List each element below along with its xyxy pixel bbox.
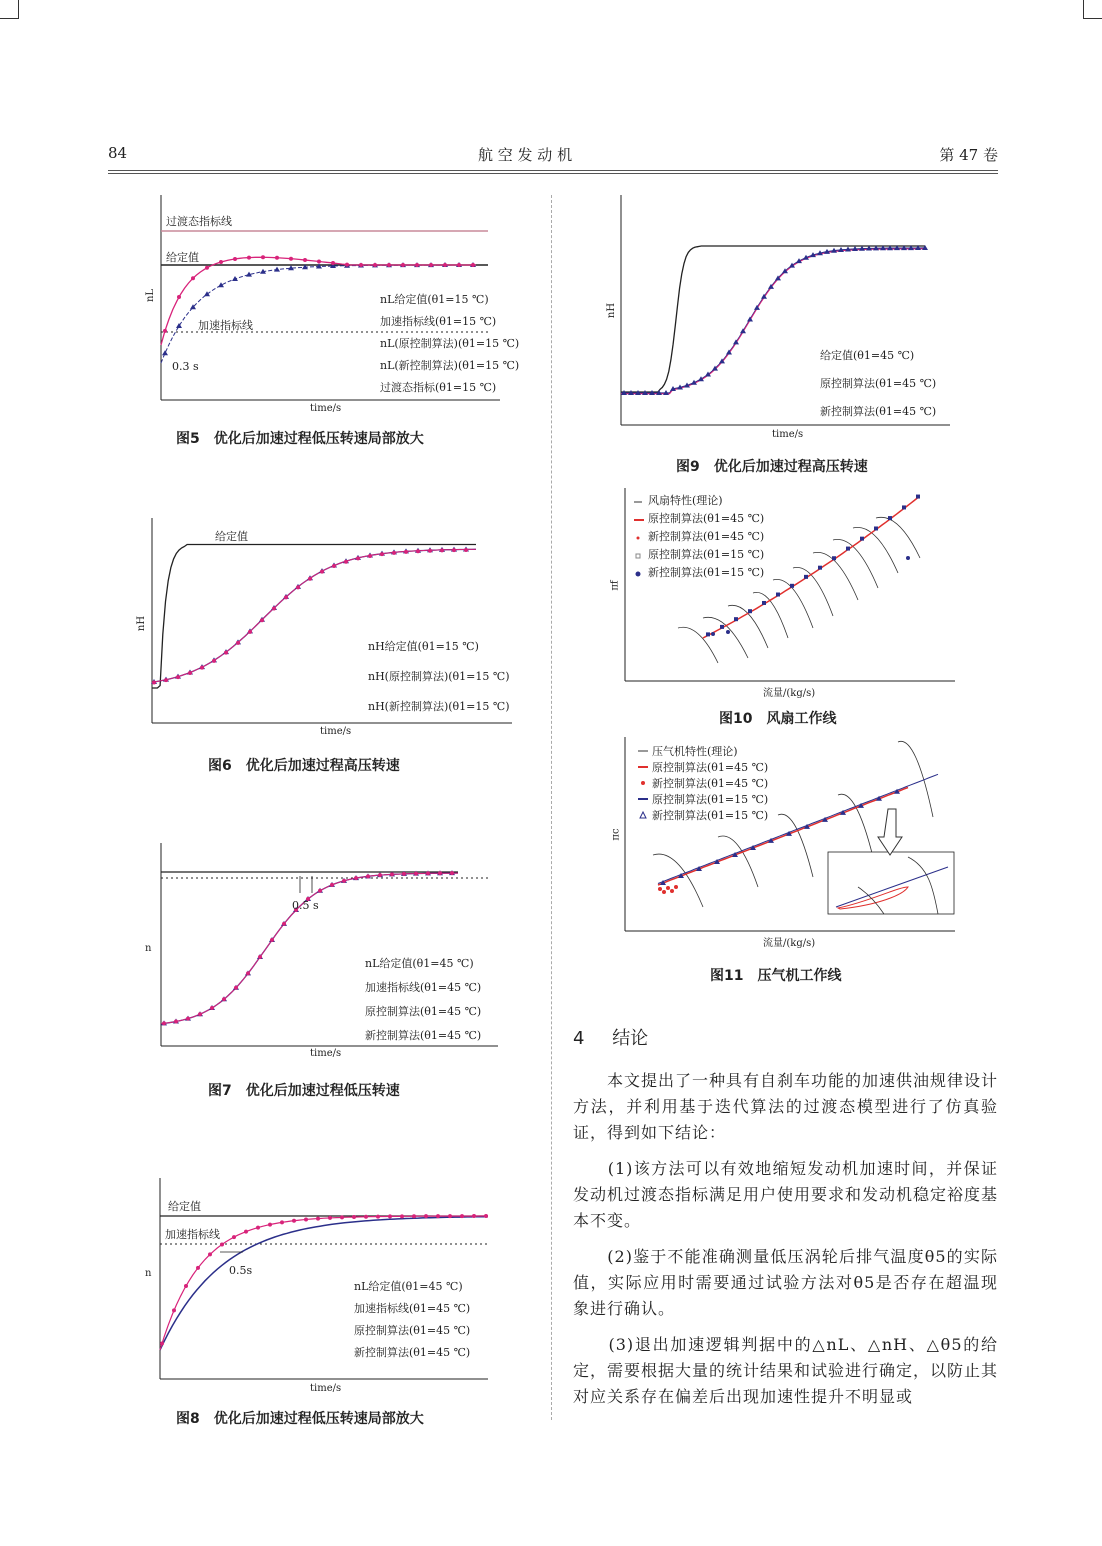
legend-item: 原控制算法(θ1=15 ℃) <box>652 793 769 806</box>
figure-8-caption: 图8 优化后加速过程低压转速局部放大 <box>176 1411 424 1427</box>
data-marker <box>390 872 394 876</box>
data-marker <box>256 1226 260 1230</box>
section-heading <box>573 1024 648 1050</box>
data-marker <box>258 955 262 959</box>
data-marker <box>331 261 335 265</box>
label-delta: 0.5 s <box>292 899 319 912</box>
figure-8 <box>140 1178 510 1403</box>
data-marker <box>282 922 286 926</box>
data-marker <box>484 1214 488 1218</box>
figure-6-caption: 图6 优化后加速过程高压转速 <box>208 758 400 774</box>
data-marker <box>177 295 181 299</box>
data-marker <box>402 872 406 876</box>
legend-item: 加速指标线(θ1=45 ℃) <box>365 981 482 994</box>
data-marker <box>220 1242 224 1246</box>
data-marker <box>162 350 168 355</box>
data-marker <box>342 879 346 883</box>
data-marker <box>662 890 666 894</box>
data-marker <box>296 585 300 589</box>
legend-item: 原控制算法(θ1=45 ℃) <box>354 1324 471 1337</box>
y-axis-label: πf <box>609 580 621 591</box>
label-setpoint: 给定值 <box>168 1200 201 1213</box>
legend-item: 新控制算法(θ1=45 ℃) <box>648 530 765 543</box>
label-delta: 0.3 s <box>172 360 199 373</box>
data-marker <box>436 1214 440 1218</box>
legend-item: 原控制算法(θ1=15 ℃) <box>648 548 765 561</box>
journal-title: 航 空 发 动 机 <box>478 146 573 164</box>
data-marker <box>359 263 363 267</box>
data-marker <box>212 659 216 663</box>
legend-item: 给定值(θ1=45 ℃) <box>820 349 915 362</box>
data-marker <box>176 323 182 328</box>
page-header <box>108 140 998 171</box>
data-marker <box>224 651 228 655</box>
y-axis-label: n <box>145 943 152 954</box>
data-marker <box>232 1235 236 1239</box>
label-setpoint: 给定值 <box>166 251 199 264</box>
data-marker <box>916 495 920 499</box>
data-marker <box>376 1215 380 1219</box>
data-marker <box>292 1219 296 1223</box>
data-marker <box>272 607 276 611</box>
label-setpoint: 给定值 <box>215 530 248 543</box>
data-marker <box>734 617 738 621</box>
data-marker <box>666 886 670 890</box>
data-marker <box>205 266 209 270</box>
zoom-arrow <box>878 809 902 855</box>
data-marker <box>244 1230 248 1234</box>
data-marker <box>416 549 420 553</box>
data-marker <box>198 1012 202 1016</box>
column-divider <box>551 195 552 1420</box>
setpoint-line <box>621 246 925 392</box>
legend-item: 新控制算法(θ1=15 ℃) <box>648 566 765 579</box>
data-marker <box>234 986 238 990</box>
section-number: 4 <box>573 1028 585 1049</box>
x-axis-label: time/s <box>310 403 342 414</box>
data-marker <box>352 1215 356 1219</box>
legend-item: nL给定值(θ1=45 ℃) <box>365 957 474 970</box>
series-original <box>152 549 476 682</box>
volume-label: 第 47 卷 <box>939 146 998 164</box>
data-marker <box>308 577 312 581</box>
legend-markers <box>634 743 674 843</box>
data-marker <box>160 1341 164 1345</box>
data-marker <box>426 871 430 875</box>
data-marker <box>164 678 168 682</box>
data-marker <box>380 552 384 556</box>
series-new <box>161 873 458 1024</box>
page-number: 84 <box>108 144 128 162</box>
data-marker <box>260 618 264 622</box>
data-marker <box>471 263 475 267</box>
data-marker <box>804 575 808 579</box>
data-marker <box>328 1216 332 1220</box>
figure-7 <box>140 843 510 1068</box>
y-axis-label: nH <box>606 302 618 319</box>
data-marker <box>184 1284 188 1288</box>
data-marker <box>457 263 461 267</box>
data-marker <box>247 256 251 260</box>
data-marker <box>345 263 349 267</box>
x-axis-label: 流量/(kg/s) <box>763 688 816 699</box>
x-axis-label: time/s <box>772 429 804 440</box>
data-marker <box>388 1214 392 1218</box>
legend-item: 风扇特性(理论) <box>648 494 723 507</box>
data-marker <box>392 551 396 555</box>
data-marker <box>832 556 836 560</box>
data-marker <box>790 584 794 588</box>
figure-11-caption: 图11 压气机工作线 <box>710 968 842 984</box>
legend-item: 新控制算法(θ1=45 ℃) <box>820 405 937 418</box>
data-marker <box>401 263 405 267</box>
data-marker <box>210 1006 214 1010</box>
data-marker <box>400 1214 404 1218</box>
series-new <box>152 549 476 682</box>
x-axis-label: time/s <box>310 1383 342 1394</box>
legend-item: 新控制算法(θ1=45 ℃) <box>652 777 769 790</box>
data-marker <box>219 260 223 264</box>
data-marker <box>888 516 892 520</box>
legend-item: 过渡态指标(θ1=15 ℃) <box>380 381 497 394</box>
data-marker <box>373 263 377 267</box>
data-marker <box>472 1214 476 1218</box>
data-marker <box>658 887 662 891</box>
data-marker <box>874 526 878 530</box>
data-marker <box>289 257 293 261</box>
data-marker <box>711 632 715 636</box>
y-axis-label: nL <box>145 288 157 303</box>
data-marker <box>443 263 447 267</box>
label-transient: 过渡态指标线 <box>166 215 232 228</box>
data-marker <box>906 556 910 560</box>
legend-item: 原控制算法(θ1=45 ℃) <box>820 377 937 390</box>
legend-item: 原控制算法(θ1=45 ℃) <box>365 1005 482 1018</box>
characteristic-line <box>793 567 833 616</box>
data-marker <box>163 329 167 333</box>
x-axis-label: time/s <box>310 1048 342 1059</box>
data-marker <box>356 556 360 560</box>
legend-item: 原控制算法(θ1=45 ℃) <box>652 761 769 774</box>
legend-item: nH给定值(θ1=15 ℃) <box>368 640 479 653</box>
data-marker <box>368 554 372 558</box>
characteristic-line <box>718 836 758 887</box>
legend-item: nL(原控制算法)(θ1=15 ℃) <box>380 337 520 350</box>
data-marker <box>332 564 336 568</box>
characteristic-line <box>778 814 813 877</box>
data-marker <box>172 1308 176 1312</box>
data-marker <box>670 889 674 893</box>
figure-6 <box>136 518 530 743</box>
data-marker <box>304 1217 308 1221</box>
series-new <box>621 249 925 394</box>
data-marker <box>280 1220 284 1224</box>
data-marker <box>344 560 348 564</box>
legend-item: 加速指标线(θ1=45 ℃) <box>354 1302 471 1315</box>
data-marker <box>270 938 274 942</box>
figure-9-plot <box>600 195 970 435</box>
legend-item: 新控制算法(θ1=15 ℃) <box>652 809 769 822</box>
data-marker <box>460 1214 464 1218</box>
data-marker <box>674 885 678 889</box>
data-marker <box>448 1214 452 1218</box>
label-accel: 加速指标线 <box>198 319 253 332</box>
data-marker <box>162 1021 166 1025</box>
data-marker <box>846 547 850 551</box>
data-marker <box>428 549 432 553</box>
paragraph: (3)退出加速逻辑判据中的△nL、△nH、△θ5的给定，需要根据大量的统计结果和试验进行确定，以防止其对应关系存在偏差后出现加速性提升不明显或 <box>573 1335 999 1406</box>
crop-mark <box>0 0 19 19</box>
data-marker <box>152 680 156 684</box>
data-marker <box>188 671 192 675</box>
data-marker <box>720 625 724 629</box>
data-marker <box>354 876 358 880</box>
figure-5-caption: 图5 优化后加速过程低压转速局部放大 <box>176 431 424 447</box>
label-delta: 0.5s <box>229 1264 253 1277</box>
data-marker <box>464 548 468 552</box>
x-axis-label: time/s <box>320 726 352 737</box>
legend-item: 加速指标线(θ1=15 ℃) <box>380 315 497 328</box>
data-marker <box>222 997 226 1001</box>
characteristic-line <box>833 539 878 588</box>
data-marker <box>818 566 822 570</box>
data-marker <box>317 259 321 263</box>
data-marker <box>450 871 454 875</box>
data-marker <box>378 873 382 877</box>
legend-item: nL给定值(θ1=15 ℃) <box>380 293 489 306</box>
section-title: 结论 <box>612 1028 649 1049</box>
figure-10-caption: 图10 风扇工作线 <box>719 711 837 727</box>
data-marker <box>860 537 864 541</box>
data-marker <box>233 257 237 261</box>
data-marker <box>414 872 418 876</box>
series-original <box>621 248 925 393</box>
characteristic-line <box>876 517 920 558</box>
data-marker <box>452 548 456 552</box>
data-marker <box>200 666 204 670</box>
figure-9 <box>600 195 970 445</box>
legend-item: nH(原控制算法)(θ1=15 ℃) <box>368 670 510 683</box>
data-marker <box>440 548 444 552</box>
data-marker <box>340 1215 344 1219</box>
data-marker <box>275 256 279 260</box>
data-marker <box>174 1019 178 1023</box>
data-marker <box>902 505 906 509</box>
legend-item: nL给定值(θ1=45 ℃) <box>354 1280 463 1293</box>
data-marker <box>762 601 766 605</box>
data-marker <box>387 263 391 267</box>
data-marker <box>415 263 419 267</box>
data-marker <box>412 1214 416 1218</box>
figure-5 <box>140 195 520 425</box>
data-marker <box>303 258 307 262</box>
data-marker <box>246 971 250 975</box>
figure-7-caption: 图7 优化后加速过程低压转速 <box>208 1083 400 1099</box>
data-marker <box>208 1252 212 1256</box>
data-marker <box>776 593 780 597</box>
paragraph: (2)鉴于不能准确测量低压涡轮后排气温度θ5的实际值，实际应用时需要通过试验方法对θ5是否存在超温现象进行确认。 <box>573 1247 998 1318</box>
data-marker <box>236 641 240 645</box>
paragraph: 本文提出了一种具有自刹车功能的加速供油规律设计方法，并利用基于迭代算法的过渡态模型进行了仿真验证，得到如下结论： <box>573 1071 999 1142</box>
crop-mark <box>1083 0 1102 19</box>
legend-item: nL(新控制算法)(θ1=15 ℃) <box>380 359 520 372</box>
legend-item: 原控制算法(θ1=45 ℃) <box>648 512 765 525</box>
data-marker <box>424 1214 428 1218</box>
data-marker <box>320 570 324 574</box>
data-marker <box>366 874 370 878</box>
legend-markers <box>628 492 668 592</box>
data-marker <box>364 1215 368 1219</box>
data-marker <box>330 883 334 887</box>
figure-11 <box>608 737 958 952</box>
data-marker <box>176 675 180 679</box>
data-marker <box>318 889 322 893</box>
characteristic-line <box>703 617 748 658</box>
characteristic-line <box>853 527 898 573</box>
y-axis-label: n <box>145 1268 152 1279</box>
legend-item: 新控制算法(θ1=45 ℃) <box>365 1029 482 1042</box>
y-axis-label: nH <box>136 615 148 632</box>
data-marker <box>316 1217 320 1221</box>
x-axis-label: 流量/(kg/s) <box>763 938 816 949</box>
label-accel: 加速指标线 <box>165 1228 220 1241</box>
data-marker <box>404 550 408 554</box>
data-marker <box>204 291 210 296</box>
y-axis-label: πc <box>610 828 622 841</box>
data-marker <box>196 1266 200 1270</box>
legend-item: 新控制算法(θ1=45 ℃) <box>354 1346 471 1359</box>
data-marker <box>748 609 752 613</box>
figure-9-caption: 图9 优化后加速过程高压转速 <box>676 459 868 475</box>
data-marker <box>429 263 433 267</box>
characteristic-line <box>898 741 933 817</box>
figure-10 <box>608 488 958 703</box>
data-marker <box>248 630 252 634</box>
data-marker <box>726 630 730 634</box>
data-marker <box>284 595 288 599</box>
data-marker <box>191 276 195 280</box>
inset-plot <box>828 852 954 914</box>
legend-item: nH(新控制算法)(θ1=15 ℃) <box>368 700 510 713</box>
series-original <box>161 873 458 1024</box>
figure-7-plot <box>140 843 510 1058</box>
paragraph: (1)该方法可以有效地缩短发动机加速时间，并保证发动机过渡态指标满足用户使用要求和发动机稳定裕度基本不变。 <box>573 1159 999 1230</box>
characteristic-line <box>653 854 703 907</box>
data-marker <box>438 871 442 875</box>
data-marker <box>706 632 710 636</box>
data-marker <box>186 1017 190 1021</box>
data-marker <box>261 255 265 259</box>
data-marker <box>274 267 280 272</box>
data-marker <box>268 1223 272 1227</box>
legend-item: 压气机特性(理论) <box>652 745 738 758</box>
